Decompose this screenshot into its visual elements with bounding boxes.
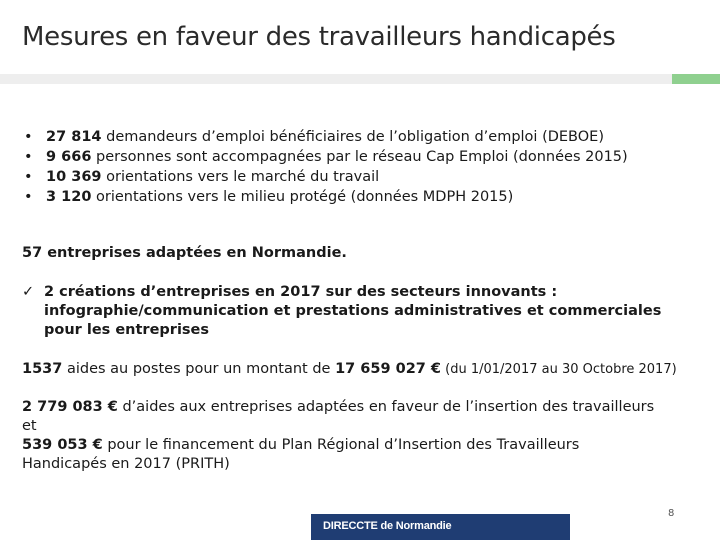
list-item: [22, 127, 628, 147]
figure-value: 10 369: [46, 169, 102, 185]
financement-amount-1: 2 779 083 €: [22, 399, 118, 415]
aides-period: (du 1/01/2017 au 30 Octobre 2017): [441, 362, 677, 377]
page-title: Mesures en faveur des travailleurs handicapés: [22, 22, 616, 52]
figure-value: 9 666: [46, 149, 92, 165]
figure-text: orientations vers le milieu protégé (données MDPH 2015): [91, 189, 514, 205]
figure-value: 27 814: [46, 129, 102, 145]
financement-line-1: [22, 398, 654, 417]
list-item: [22, 147, 628, 167]
financement-amount-2: 539 053 €: [22, 437, 103, 453]
figure-text: personnes sont accompagnées par le réseau Cap Emploi (données 2015): [91, 149, 628, 165]
financement-text-1: d’aides aux entreprises adaptées en faveur de l’insertion des travailleurs: [117, 399, 655, 415]
key-figures-list: [22, 127, 628, 207]
footer-logo-bar: [311, 514, 570, 540]
title-rule: [0, 74, 672, 84]
check-line-3: pour les entreprises: [44, 322, 210, 338]
figure-value: 3 120: [46, 189, 92, 205]
footer-label: DIRECCTE de Normandie: [323, 520, 452, 532]
aides-text: aides au postes pour un montant de: [62, 361, 336, 377]
check-item-text: [44, 283, 704, 340]
checkmark-icon: ✓: [22, 284, 35, 300]
figure-text: demandeurs d’emploi bénéficiaires de l’obligation d’emploi (DEBOE): [101, 129, 604, 145]
check-line-1: 2 créations d’entreprises en 2017 sur des secteurs innovants :: [44, 284, 558, 300]
aides-statement: [22, 360, 677, 379]
financement-et: et: [22, 418, 37, 434]
aides-amount: 17 659 027 €: [335, 361, 442, 377]
financement-text-2: pour le financement du Plan Régional d’Insertion des Travailleurs: [102, 437, 580, 453]
entreprises-statement: 57 entreprises adaptées en Normandie.: [22, 245, 347, 261]
financement-line-2: [22, 436, 579, 455]
page-number: 8: [668, 508, 675, 519]
financement-line-3: Handicapés en 2017 (PRITH): [22, 456, 230, 472]
figure-text: orientations vers le marché du travail: [101, 169, 380, 185]
list-item: [22, 187, 628, 207]
check-line-2: infographie/communication et prestations administratives et commerciales: [44, 303, 662, 319]
aides-value: 1537: [22, 361, 63, 377]
list-item: [22, 167, 628, 187]
title-rule-accent: [672, 74, 720, 84]
